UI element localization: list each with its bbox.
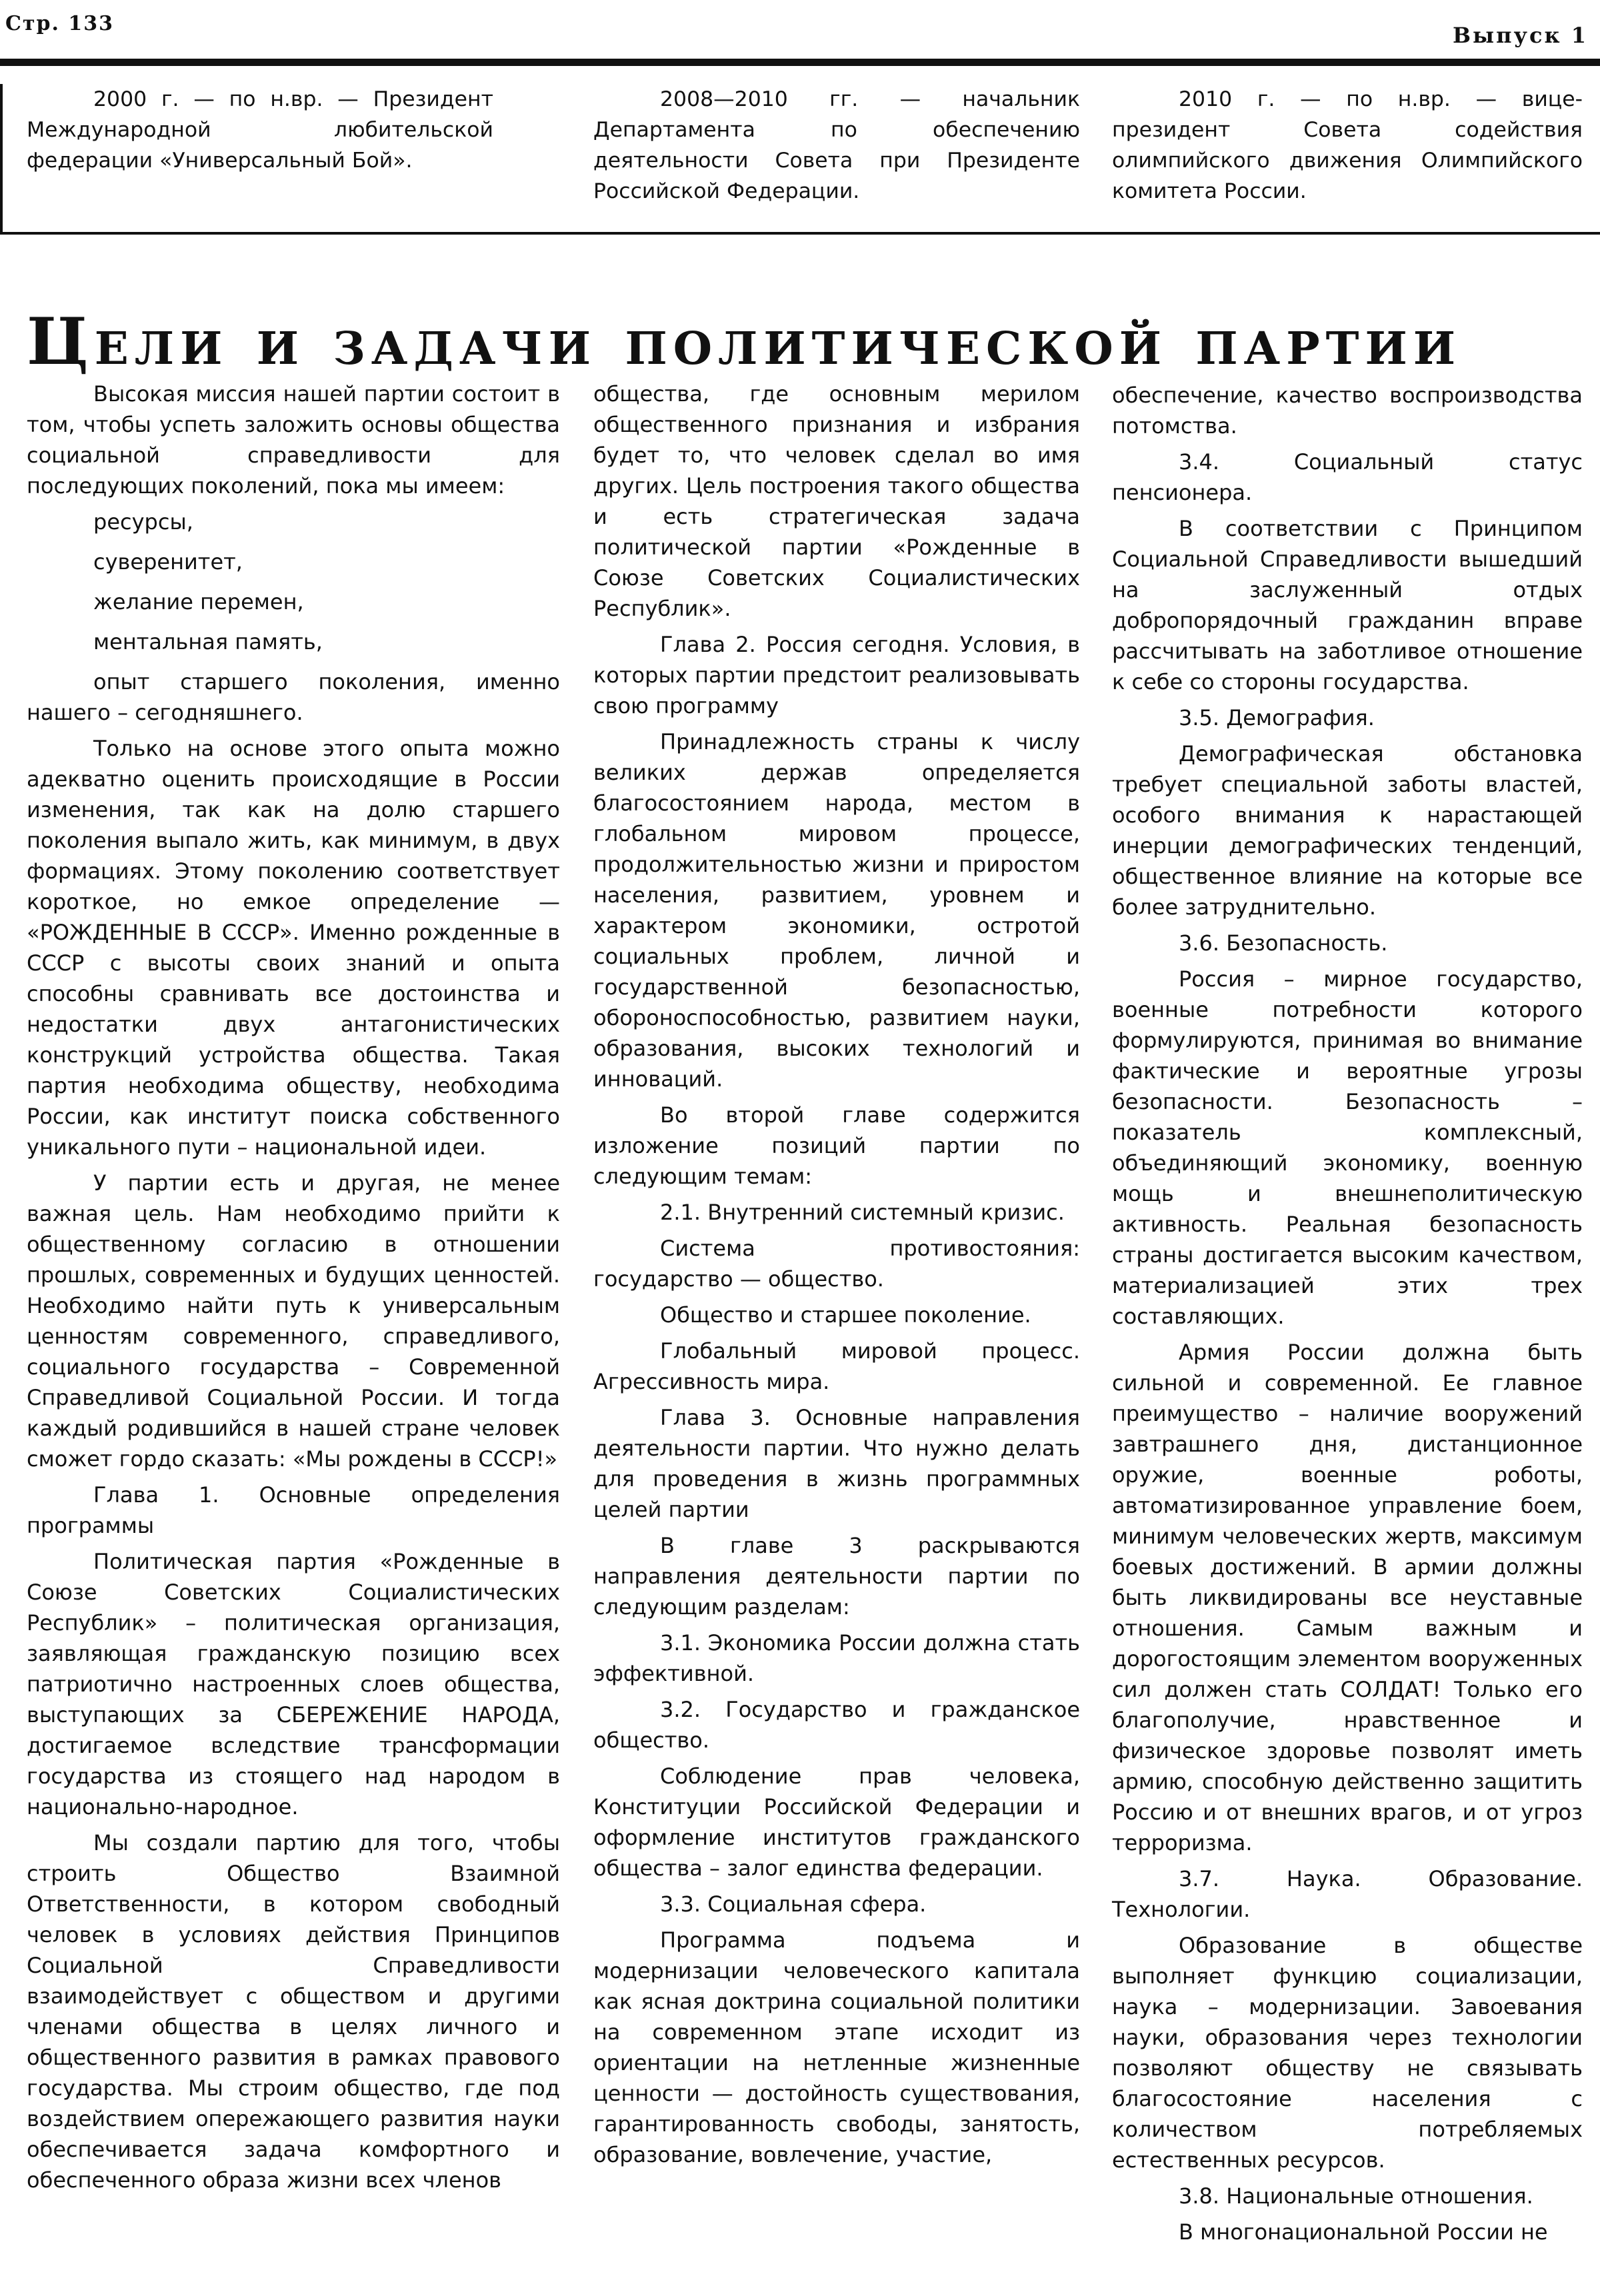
header-rule: [0, 59, 1600, 66]
paragraph: В многонациональной России не: [1179, 2219, 1548, 2245]
paragraph: В соответствии с Принципом Социальной Справедливости вышедший на заслуженный отдых добропорядочный гражданин вправе рассчитывать на заботливое отношение к себе со стороны государства.: [1112, 516, 1583, 694]
bio-column-3: [1112, 84, 1583, 207]
topic-item: Общество и старшее поколение.: [660, 1302, 1031, 1328]
article-title: Цели и задачи политической партии: [27, 304, 1462, 380]
bio-text: 2008—2010 гг. — начальник Департамента по обеспечению деятельности Совета при Президенте Российской Федерации.: [593, 87, 1080, 203]
issue-number: Выпуск 1: [1452, 23, 1588, 48]
section-heading: 3.5. Демография.: [1179, 705, 1375, 730]
paragraph: Программа подъема и модернизации человеческого капитала как ясная доктрина социальной политики на современном этапе исходит из ориентации на нетленные жизненные ценности — достойность существования, гарантированность свободы, занятость, образование, вовлечение, участие,: [593, 1927, 1080, 2167]
paragraph: Только на основе этого опыта можно адекватно оценить происходящие в России изменения, так как на долю старшего поколения выпало жить, как минимум, в двух формациях. Этому поколению соответствует короткое, но емкое определение — «РОЖДЕННЫЕ В СССР». Именно рожденные в СССР с высоты своих знаний и опыта способны сравнивать все достоинства и недостатки двух антагонистических конструкций устройства общества. Такая партия необходима обществу, необходима России, как институт поиска собственного уникального пути – национальной идеи.: [27, 736, 560, 1160]
article-column-3: [1112, 380, 1583, 2253]
paragraph: У партии есть и другая, не менее важная цель. Нам необходимо прийти к общественному согласию в отношении прошлых, современных и будущих ценностей. Необходимо найти путь к универсальным ценностям современного, справедливого, социального государства – Современной Справедливой Социальной России. И тогда каждый родившийся в нашей стране человек сможет гордо сказать: «Мы рождены в СССР!»: [27, 1170, 560, 1472]
section-heading: 3.8. Национальные отношения.: [1179, 2183, 1533, 2209]
section-heading: 3.1. Экономика России должна стать эффективной.: [593, 1630, 1080, 1686]
paragraph: В главе 3 раскрываются направления деятельности партии по следующим разделам:: [593, 1533, 1080, 1620]
article-column-2: [593, 379, 1080, 2175]
paragraph: Политическая партия «Рожденные в Союзе Советских Социалистических Республик» – политическая организация, заявляющая гражданскую позицию всех патриотично настроенных слоев общества, выступающих за СБЕРЕЖЕНИЕ НАРОДА, достигаемое вследствие трансформации государства из стоящего над народом в национально-народное.: [27, 1549, 560, 1819]
section-heading: 3.2. Государство и гражданское общество.: [593, 1697, 1080, 1753]
paragraph: Принадлежность страны к числу великих держав определяется благосостоянием народа, местом в глобальном мировом процессе, продолжительностью жизни и приростом населения, развитием, уровнем и характером экономики, остротой социальных проблем, личной и государственной безопасностью, обороноспособностью, развитием науки, образования, высоких технологий и инноваций.: [593, 729, 1080, 1092]
section-heading: 3.7. Наука. Образование. Технологии.: [1112, 1866, 1583, 1922]
paragraph: Высокая миссия нашей партии состоит в том, чтобы успеть заложить основы общества социальной справедливости для последующих поколений, пока мы имеем:: [27, 381, 560, 499]
list-item: ментальная память,: [93, 629, 323, 654]
topic-item: 2.1. Внутренний системный кризис.: [660, 1200, 1065, 1225]
paragraph: Соблюдение прав человека, Конституции Российской Федерации и оформление институтов гражданского общества – залог единства федерации.: [593, 1763, 1080, 1881]
list-item: суверенитет,: [93, 549, 243, 574]
section-heading: 3.3. Социальная сфера.: [660, 1891, 927, 1917]
paragraph: Образование в обществе выполняет функцию социализации, наука – модернизации. Завоевания науки, образования через технологии позволяют обществу не связывать благосостояние населения с количеством потребляемых естественных ресурсов.: [1112, 1933, 1583, 2173]
paragraph: Демографическая обстановка требует специальной заботы властей, особого внимания к нарастающей инерции демографических тенденций, общественное влияние на которые все более затруднительно.: [1112, 741, 1583, 920]
list-item: опыт старшего поколения, именно нашего – сегодняшнего.: [27, 669, 560, 725]
topic-item: Система противостояния: государство — общество.: [593, 1236, 1080, 1292]
bio-text: 2000 г. — по н.вр. — Президент Международной любительской федерации «Универсальный Бой».: [27, 87, 493, 173]
list-item: ресурсы,: [93, 509, 193, 535]
section-heading: 3.4. Социальный статус пенсионера.: [1112, 449, 1583, 505]
paragraph: общества, где основным мерилом общественного признания и избрания будет то, что человек сделал во имя других. Цель построения такого общества и есть стратегическая задача политической партии «Рожденные в Союзе Советских Социалистических Республик».: [593, 381, 1080, 621]
section-heading: 3.6. Безопасность.: [1179, 930, 1388, 956]
paragraph: Россия – мирное государство, военные потребности которого формулируются, принимая во внимание фактические и вероятные угрозы безопасности. Безопасность – показатель комплексный, объединяющий экономику, военную мощь и внешнеполитическую активность. Реальная безопасность страны достигается высоким качеством, материализацией этих трех составляющих.: [1112, 966, 1583, 1329]
paragraph: обеспечение, качество воспроизводства потомства.: [1112, 383, 1583, 439]
paragraph: Во второй главе содержится изложение позиций партии по следующим темам:: [593, 1102, 1080, 1189]
paragraph: Мы создали партию для того, чтобы строить Общество Взаимной Ответственности, в котором свободный человек в условиях действия Принципов Социальной Справедливости взаимодействует с обществом и другими членами общества в целях личного и общественного развития в рамках правового государства. Мы строим общество, где под воздействием опережающего развития науки обеспечивается задача комфортного и обеспеченного образа жизни всех членов: [27, 1830, 560, 2193]
topic-item: Глобальный мировой процесс. Агрессивность мира.: [593, 1338, 1080, 1394]
bio-left-rule: [0, 84, 3, 235]
section-rule: [0, 232, 1600, 235]
chapter-heading: Глава 1. Основные определения программы: [27, 1482, 560, 1538]
article-column-1: [27, 379, 560, 2201]
chapter-heading: Глава 3. Основные направления деятельности партии. Что нужно делать для проведения в жизнь программных целей партии: [593, 1405, 1080, 1522]
paragraph: Армия России должна быть сильной и современной. Ее главное преимущество – наличие вооружений завтрашнего дня, дистанционное оружие, военные роботы, автоматизированное управление боем, минимум человеческих жертв, максимум боевых достижений. В армии должны быть ликвидированы все неуставные отношения. Самым важным и дорогостоящим элементом вооруженных сил должен стать СОЛДАТ! Только его благополучие, нравственное и физическое здоровье позволят иметь армию, способную действенно защитить Россию и от внешних врагов, и от угроз терроризма.: [1112, 1340, 1583, 1855]
bio-column-1: [27, 84, 493, 176]
list-item: желание перемен,: [93, 589, 304, 614]
chapter-heading: Глава 2. Россия сегодня. Условия, в которых партии предстоит реализовывать свою программу: [593, 632, 1080, 718]
bio-text: 2010 г. — по н.вр. — вице-президент Совета содействия олимпийского движения Олимпийского комитета России.: [1112, 87, 1583, 203]
bio-column-2: [593, 84, 1080, 207]
page-number: Стр. 133: [5, 12, 114, 35]
